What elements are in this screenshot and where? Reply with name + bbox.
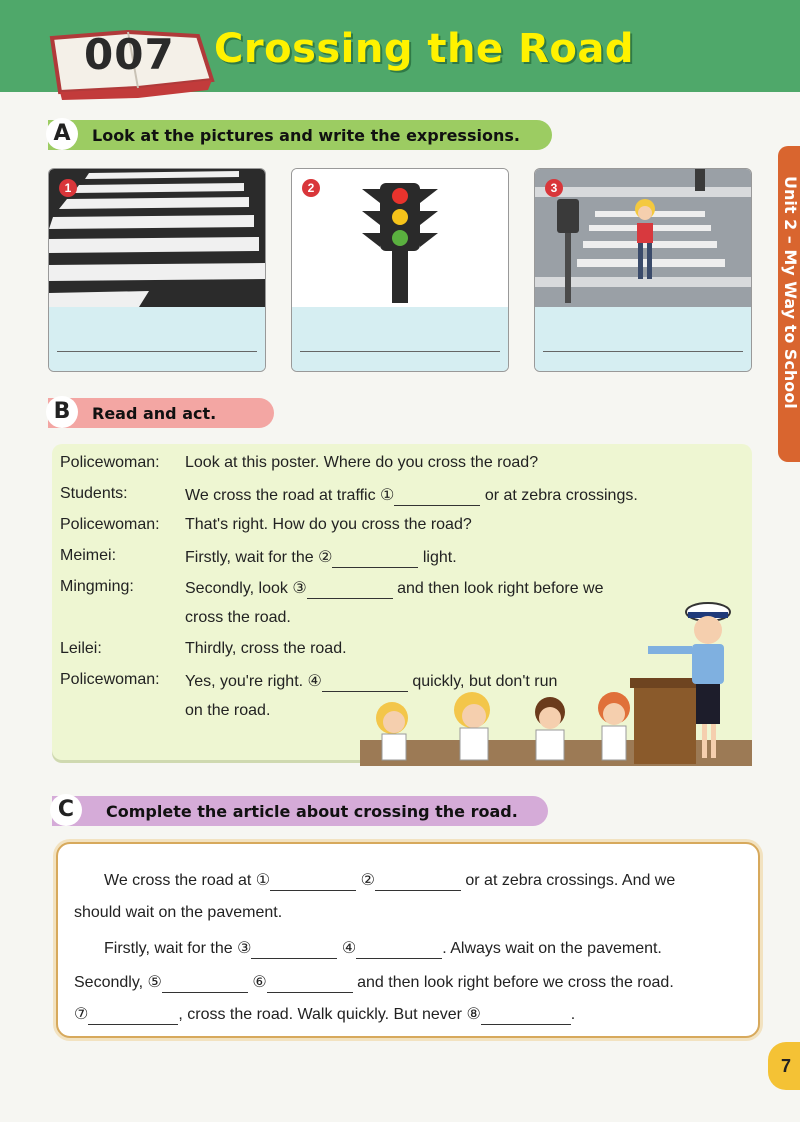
speaker: Policewoman: <box>60 671 160 688</box>
policewoman-students-illustration <box>352 588 752 768</box>
speech-text: or at zebra crossings. <box>484 487 638 504</box>
speech-text: Thirdly, cross the road. <box>185 640 347 657</box>
article-text: Firstly, wait for the ③ <box>104 940 252 957</box>
article-text: and then look right before we cross the road. <box>357 974 674 991</box>
article-blank-2[interactable] <box>375 872 461 891</box>
child-crossing-picture <box>535 169 751 307</box>
article-text: We cross the road at ① <box>104 872 271 889</box>
speech-text: quickly, but don't run <box>412 673 558 690</box>
speaker: Mingming: <box>60 578 134 595</box>
article-box <box>56 842 760 1038</box>
speech-text: We cross the road at traffic ① <box>185 487 395 504</box>
speaker: Meimei: <box>60 547 117 564</box>
article-text: ④ <box>341 940 357 957</box>
section-c-instruction: Complete the article about crossing the road. <box>106 802 518 821</box>
answer-line[interactable] <box>57 351 257 352</box>
article-text: should wait on the pavement. <box>74 904 283 921</box>
speaker: Students: <box>60 485 128 502</box>
article-text: Secondly, ⑤ <box>74 974 162 991</box>
section-a-instruction: Look at the pictures and write the expressions. <box>92 126 520 145</box>
page-number: 7 <box>768 1042 800 1090</box>
section-a-letter: A <box>46 118 78 150</box>
article-blank-4[interactable] <box>356 940 442 959</box>
speaker: Leilei: <box>60 640 102 657</box>
speech <box>185 454 538 472</box>
traffic-light-picture <box>292 169 508 307</box>
article-line <box>74 1004 575 1025</box>
picture-number-badge: 1 <box>59 179 77 197</box>
answer-area <box>292 307 508 371</box>
speech-text: That's right. How do you cross the road? <box>185 516 472 533</box>
article-text: or at zebra crossings. And we <box>465 872 676 889</box>
speech-text: Secondly, look ③ <box>185 580 307 597</box>
section-b-instruction: Read and act. <box>92 404 217 423</box>
article-text: . Always wait on the pavement. <box>442 940 662 957</box>
speech-text: and then look right before we <box>397 580 604 597</box>
article-text: ② <box>360 872 375 889</box>
speech-text: Firstly, wait for the ② <box>185 549 333 566</box>
answer-line[interactable] <box>543 351 743 352</box>
speech <box>185 702 270 720</box>
lesson-number: 007 <box>84 30 175 79</box>
article-blank-5[interactable] <box>162 974 248 993</box>
article-line <box>104 870 675 891</box>
section-a-header <box>48 120 552 150</box>
article-text: . <box>570 1006 576 1023</box>
picture-card-traffic-light <box>291 168 509 372</box>
article-line <box>74 972 674 993</box>
zebra-crossing-picture <box>49 169 265 307</box>
unit-side-tab <box>778 146 800 462</box>
picture-number-badge: 2 <box>302 179 320 197</box>
article-line <box>74 904 282 922</box>
article-blank-8[interactable] <box>481 1006 571 1025</box>
page-title: Crossing the Road <box>214 26 634 72</box>
article-blank-7[interactable] <box>88 1006 178 1025</box>
speaker: Policewoman: <box>60 454 160 471</box>
speech <box>185 485 638 506</box>
article-blank-1[interactable] <box>270 872 356 891</box>
article-text: ⑦ <box>74 1006 89 1023</box>
speech-text: light. <box>422 549 457 566</box>
section-c-header <box>52 796 548 826</box>
answer-area <box>535 307 751 371</box>
speech-text: Look at this poster. Where do you cross the road? <box>185 454 539 471</box>
picture-number-badge: 3 <box>545 179 563 197</box>
speech-text: Yes, you're right. ④ <box>185 673 322 690</box>
picture-card-zebra-crossing <box>48 168 266 372</box>
section-b-header <box>48 398 274 428</box>
unit-side-tab-label: Unit 2 – My Way to School <box>781 176 800 409</box>
article-blank-6[interactable] <box>267 974 353 993</box>
picture-card-child-crossing <box>534 168 752 372</box>
answer-line[interactable] <box>300 351 500 352</box>
speech-text: cross the road. <box>185 609 291 626</box>
speech-text: on the road. <box>185 702 271 719</box>
answer-area <box>49 307 265 371</box>
speech <box>185 609 291 627</box>
blank-1[interactable] <box>394 487 480 506</box>
article-text: ⑥ <box>252 974 267 991</box>
speaker: Policewoman: <box>60 516 160 533</box>
speech <box>185 516 472 534</box>
speech <box>185 547 457 568</box>
section-b-letter: B <box>46 396 78 428</box>
article-line <box>104 938 662 959</box>
article-text: , cross the road. Walk quickly. But never ⑧ <box>178 1006 481 1023</box>
dialogue-box <box>52 444 752 760</box>
article-blank-3[interactable] <box>251 940 337 959</box>
blank-2[interactable] <box>332 549 418 568</box>
speech <box>185 640 347 658</box>
section-c-letter: C <box>50 794 82 826</box>
